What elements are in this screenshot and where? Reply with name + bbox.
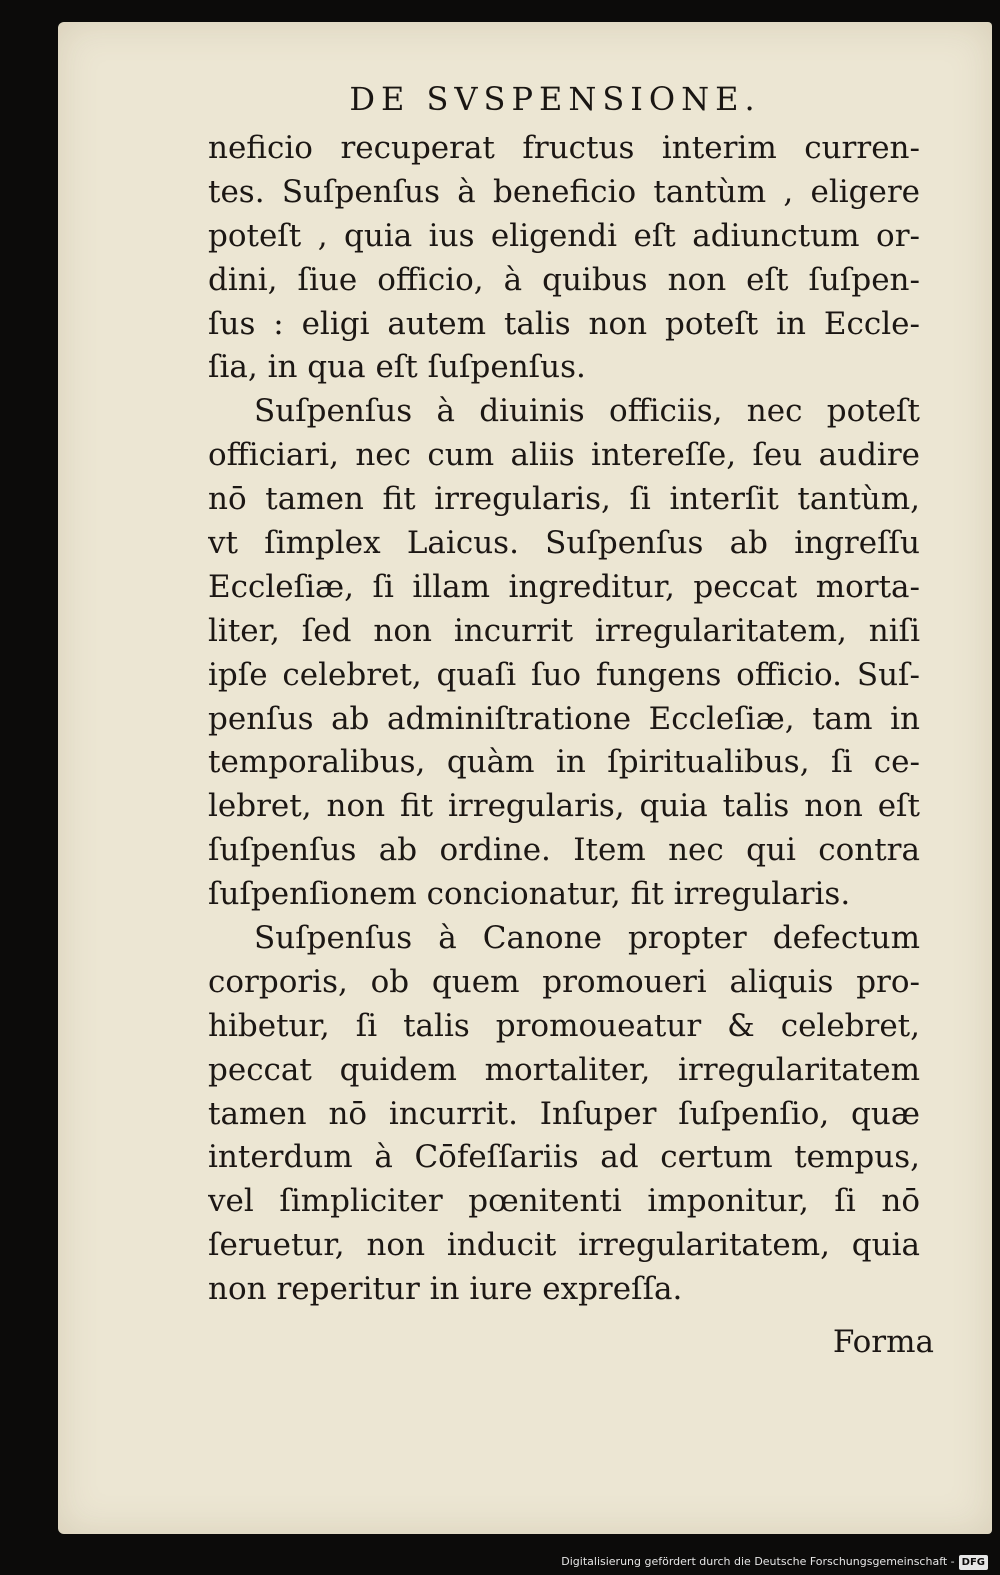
text-line: ipſe celebret, quaſi ſuo fungens officio. Suſ- bbox=[208, 656, 920, 693]
text-line: officiari, nec cum aliis intereſſe, ſeu audire bbox=[208, 437, 920, 474]
text-line: ſus : eligi autem talis non poteſt in Eccle- bbox=[208, 305, 920, 342]
credit-text: Digitalisierung gefördert durch die Deutsche Forschungsgemeinschaft - bbox=[561, 1555, 955, 1568]
text-line: hibetur, ſi talis promoueatur & celebret, bbox=[208, 1007, 920, 1044]
text-line: ſia, in qua eſt ſuſpenſus. bbox=[208, 349, 586, 386]
text-line: interdum à Cōfeſſariis ad certum tempus, bbox=[208, 1139, 920, 1176]
text-line: nō tamen fit irregularis, ſi interſit tantùm, bbox=[208, 481, 920, 518]
text-line: liter, ſed non incurrit irregularitatem, niſi bbox=[208, 612, 920, 649]
text-line: Eccleſiæ, ſi illam ingreditur, peccat morta- bbox=[208, 568, 920, 605]
text-line: temporalibus, quàm in ſpiritualibus, ſi ce- bbox=[208, 744, 920, 781]
text-line: ſuſpenſus ab ordine. Item nec qui contra bbox=[208, 832, 920, 869]
text-line: ſuſpenſionem concionatur, fit irregularis. bbox=[208, 876, 851, 913]
text-line: Suſpenſus à Canone propter defectum bbox=[254, 920, 920, 957]
text-line: non reperitur in iure expreſſa. bbox=[208, 1271, 683, 1308]
text-line: peccat quidem mortaliter, irregularitatem bbox=[208, 1051, 920, 1088]
text-line: dini, ſiue officio, à quibus non eſt ſuſpen- bbox=[208, 261, 920, 298]
text-line: lebret, non fit irregularis, quia talis non eſt bbox=[208, 788, 920, 825]
text-line: Suſpenſus à diuinis officiis, nec poteſt bbox=[254, 393, 920, 430]
body-text bbox=[208, 127, 920, 1312]
dfg-logo: DFG bbox=[959, 1555, 988, 1570]
text-line: tes. Suſpenſus à beneficio tantùm , eligere bbox=[208, 173, 920, 210]
text-line: tamen nō incurrit. Inſuper ſuſpenſio, quæ bbox=[208, 1095, 920, 1132]
text-line: neficio recuperat fructus interim curren- bbox=[208, 130, 920, 166]
text-line: penſus ab adminiſtratione Eccleſiæ, tam in bbox=[208, 700, 920, 737]
text-line: vel ſimpliciter pœnitenti imponitur, ſi nō bbox=[208, 1183, 920, 1220]
text-line: poteſt , quia ius eligendi eſt adiunctum or- bbox=[208, 217, 920, 254]
text-line: corporis, ob quem promoueri aliquis pro- bbox=[208, 963, 920, 1000]
digitization-credit bbox=[561, 1553, 988, 1571]
running-head: DE SVSPENSIONE. bbox=[349, 80, 761, 118]
text-line: ſeruetur, non inducit irregularitatem, quia bbox=[208, 1227, 920, 1264]
book-page bbox=[58, 22, 992, 1534]
catchword: Forma bbox=[832, 1324, 934, 1360]
text-line: vt ſimplex Laicus. Suſpenſus ab ingreſſu bbox=[208, 525, 920, 562]
